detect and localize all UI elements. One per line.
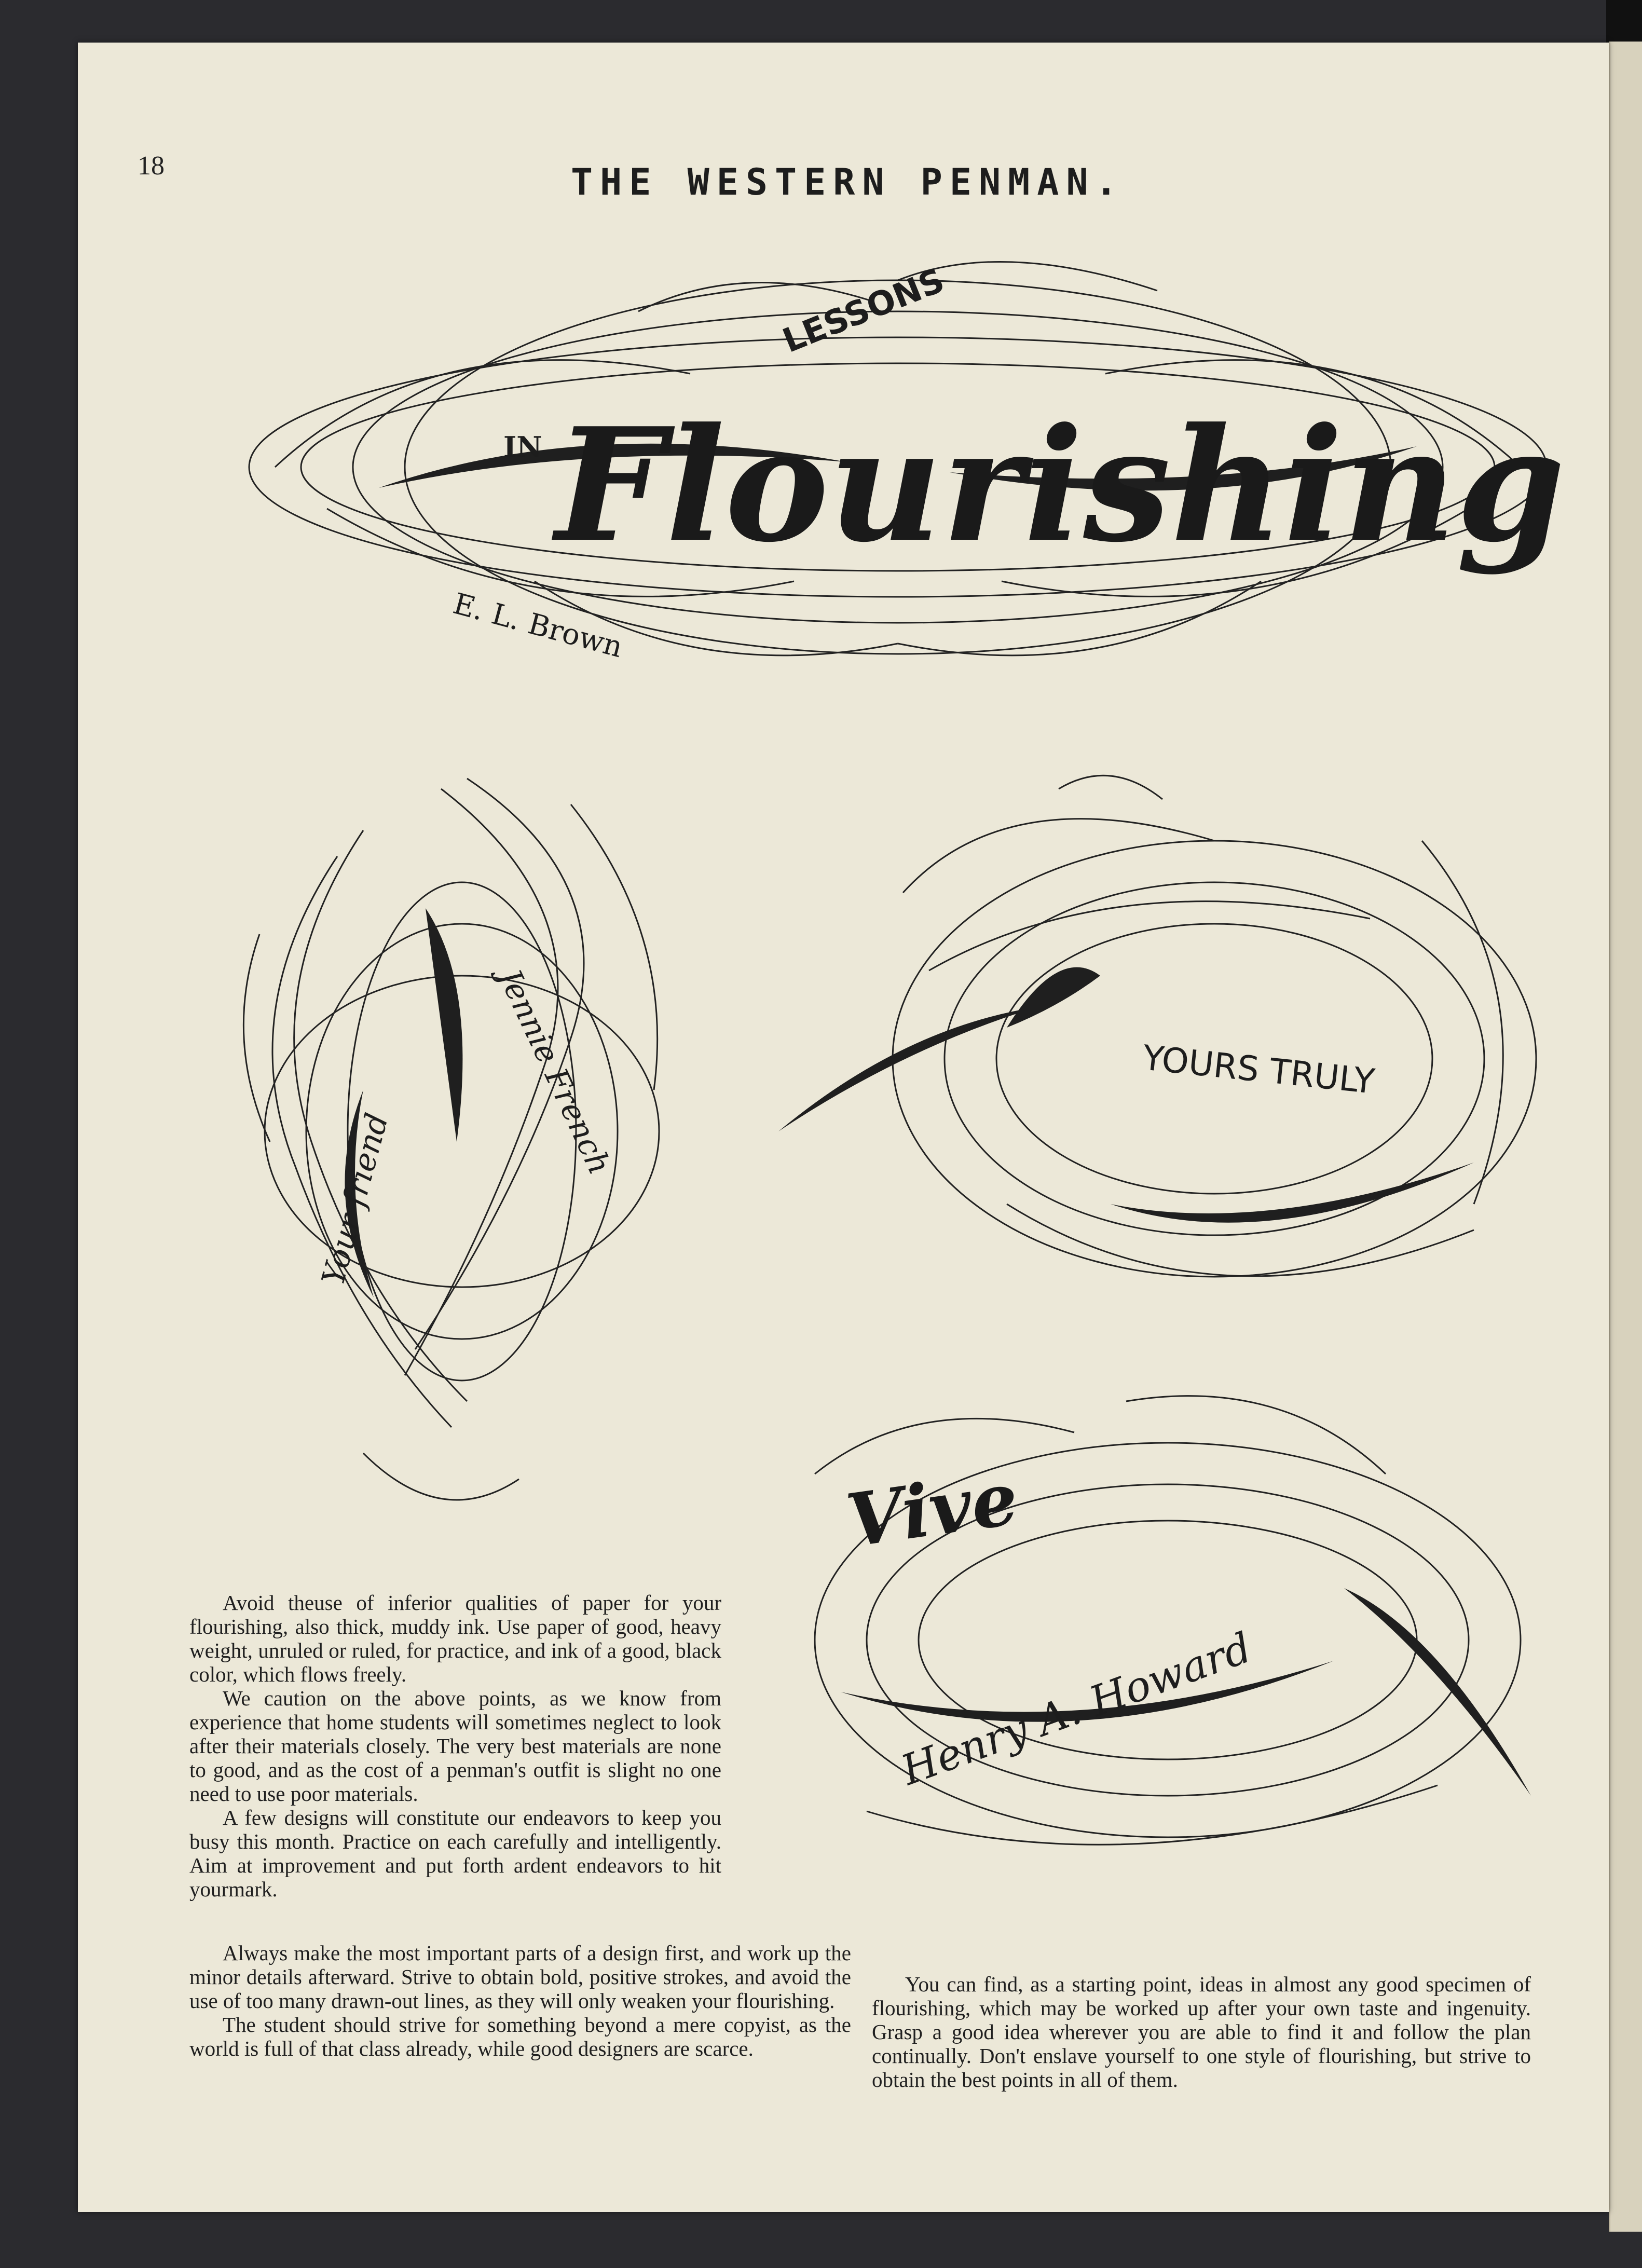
running-title: THE WESTERN PENMAN. [571,161,1125,203]
title-main: Flourishing [555,393,1566,577]
flourish-right-text: YOURS TRULY [1141,1037,1377,1102]
title-signature: E. L. Brown [449,586,626,665]
body-column-right [872,1972,1531,2092]
bird-flourish-right [747,737,1557,1386]
title-lessons: LESSONS [777,261,950,361]
paragraph: We caution on the above points, as we know from experience that home students will sometimes neglect to look after their materials closely. The very best materials are none to good, and as the cost of a penman's outfit is slight no one need to use poor materials. [189,1686,721,1806]
flourish-bottom-title: Vive [841,1456,1023,1564]
bird-flourish-bottom [763,1370,1562,1889]
page-edge [1609,42,1642,2232]
flourish-left-text-b: Your friend [314,1109,396,1289]
page-number: 18 [138,151,165,181]
body-column-wide [189,1941,851,2060]
bird-flourish-left [208,727,716,1557]
flourish-left-text-a: Jennie French [491,963,618,1180]
paragraph: Always make the most important parts of a design first, and work up the minor details afterward. Strive to obtain bold, positive strokes, and avoid the use of too many drawn-out lines, as they will only weaken your flourishing. [189,1941,851,2013]
flourish-bottom-signature: Henry A. Howard [895,1623,1258,1795]
title-prefix: IN [503,430,542,463]
paragraph: The student should strive for something beyond a mere copyist, as the world is full of that class already, while good designers are scarce. [189,2013,851,2060]
paragraph: Avoid theuse of inferior qualities of paper for your flourishing, also thick, muddy ink. Use paper of good, heavy weight, unruled or ruled, for practice, and ink of a good, black color, which flows freely. [189,1591,721,1686]
title-flourish-illustration [223,218,1572,727]
body-column-left [189,1591,721,1901]
paragraph: A few designs will constitute our endeavors to keep you busy this month. Practice on each carefully and intelligently. Aim at improvement and put forth ardent endeavors to hit yourmark. [189,1806,721,1901]
paragraph: You can find, as a starting point, ideas in almost any good specimen of flourishing, which may be worked up after your own taste and ingenuity. Grasp a good idea wherever you are able to find it and follow the plan continually. Don't enslave yourself to one style of flourishing, but strive to obtain the best points in all of them. [872,1972,1531,2092]
